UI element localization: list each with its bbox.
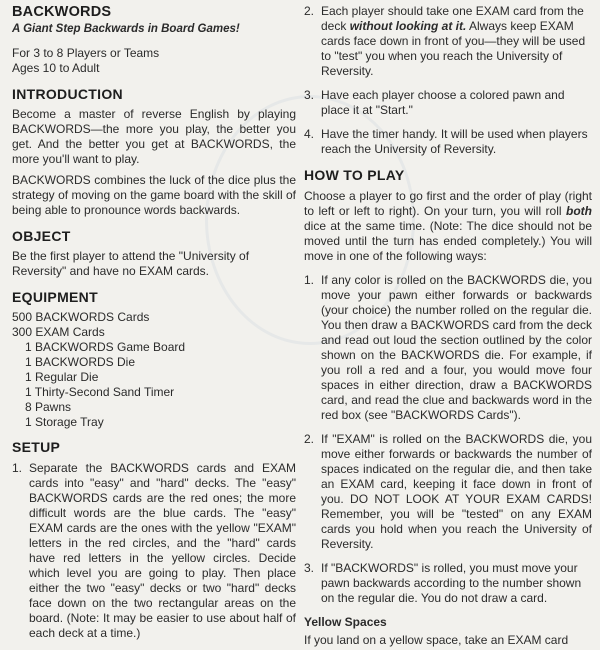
introduction-paragraph-2: BACKWORDS combines the luck of the dice plus the strategy of moving on the game board with the skill of being able to pronounce words backwards. [12, 173, 296, 217]
equipment-item: 1 Thirty-Second Sand Timer [25, 385, 175, 399]
left-column [12, 0, 296, 650]
step-text: If "BACKWORDS" is rolled, you must move your pawn backwards according to the number shown on the regular die. You do not draw a card. [321, 561, 582, 605]
step-number: 1. [12, 461, 23, 475]
setup-heading: SETUP [12, 439, 61, 455]
ages-line: Ages 10 to Adult [12, 61, 100, 75]
play-list [304, 273, 592, 606]
right-column [304, 0, 592, 648]
equipment-item: 1 BACKWORDS Game Board [25, 340, 186, 354]
setup-list-continued [304, 4, 592, 157]
step-text: Each player should take one EXAM card from the deck [321, 4, 584, 33]
equipment-item: 1 Regular Die [25, 370, 99, 384]
play-rule-3 [304, 561, 592, 606]
yellow-spaces-text: If you land on a yellow space, take an EXAM card [304, 633, 569, 647]
step-number: 3. [304, 88, 315, 102]
how-to-play-text [304, 189, 592, 264]
step-text: If any color is rolled on the BACKWORDS die, you move your pawn either forwards or backwards (your choice) the number rolled on the regular die. You then draw a BACKWORDS card from the deck and read out loud the section outlined by the color shown on the BACKWORDS die. For example, if you roll a red and a four, you would move four spaces in either direction, draw a BACKWORDS card, and read the clue and backwards word in the red box (see "BACKWORDS Cards"). [321, 273, 593, 422]
game-subtitle: A Giant Step Backwards in Board Games! [12, 23, 240, 35]
yellow-spaces-heading: Yellow Spaces [304, 615, 387, 629]
equipment-heading: EQUIPMENT [12, 289, 98, 305]
setup-step-1 [12, 461, 296, 641]
equipment-item: 1 Storage Tray [25, 415, 104, 429]
how-to-play-heading: HOW TO PLAY [304, 167, 405, 183]
setup-step-4 [304, 127, 592, 157]
step-number: 4. [304, 127, 315, 141]
object-heading: OBJECT [12, 228, 71, 244]
introduction-paragraph-1: Become a master of reverse English by playing BACKWORDS—the more you play, the better you get. And the better you get at BACKWORDS, the more you'll want to play. [12, 107, 296, 166]
step-text: Have each player choose a colored pawn and place it at "Start." [321, 88, 565, 117]
text-emphasis: both [566, 204, 592, 218]
setup-step-3 [304, 88, 592, 118]
step-text: Always keep EXAM cards face down in front of you—they will be used to "test" you when you reach the University of Reversity. [321, 19, 586, 78]
text-span: dice at the same time. (Note: The dice should not be moved until the turn has ended completely.) You will move in one of the following ways: [304, 219, 592, 263]
step-number: 2. [304, 432, 315, 446]
step-text: If "EXAM" is rolled on the BACKWORDS die, you move either forwards or backwards the number of spaces indicated on the regular die, and then take an EXAM card, keeping it face down in front of you. DO NOT LOOK AT YOUR EXAM CARDS! Remember, you will be "tested" on any EXAM cards you hold when you reach the University of Reversity. [321, 432, 592, 551]
introduction-heading: INTRODUCTION [12, 86, 123, 102]
setup-step-2 [304, 4, 592, 79]
equipment-list [12, 310, 296, 430]
play-rule-1 [304, 273, 592, 423]
step-emphasis: without looking at it. [349, 19, 467, 33]
step-text: Have the timer handy. It will be used when players reach the University of Reversity. [321, 127, 588, 156]
game-title: BACKWORDS [12, 4, 112, 20]
equipment-item: 300 EXAM Cards [12, 325, 105, 339]
setup-list [12, 461, 296, 641]
equipment-item: 8 Pawns [25, 400, 72, 414]
object-text: Be the first player to attend the "University of Reversity" and have no EXAM cards. [12, 249, 250, 278]
step-number: 2. [304, 4, 315, 18]
equipment-item: 500 BACKWORDS Cards [12, 310, 150, 324]
play-rule-2 [304, 432, 592, 552]
step-text: Separate the BACKWORDS cards and EXAM cards into "easy" and "hard" decks. The "easy" BACKWORDS cards are the red ones; the more difficult words are the blue cards. The "easy" EXAM cards are the ones with the yellow "EXAM" letters in the red circles, and the "hard" cards have red letters in the yellow circles. Decide which level you are going to play. Then place either the two "easy" decks or two "hard" decks face down on the two rectangular areas on the board. (Note: It may be easier to use about half of each deck at a time.) [29, 461, 296, 640]
equipment-item: 1 BACKWORDS Die [25, 355, 136, 369]
step-number: 1. [304, 273, 315, 287]
text-span: Choose a player to go first and the order of play (right to left or left to right). On your turn, you will roll [304, 189, 592, 218]
players-line: For 3 to 8 Players or Teams [12, 46, 160, 60]
step-number: 3. [304, 561, 315, 575]
